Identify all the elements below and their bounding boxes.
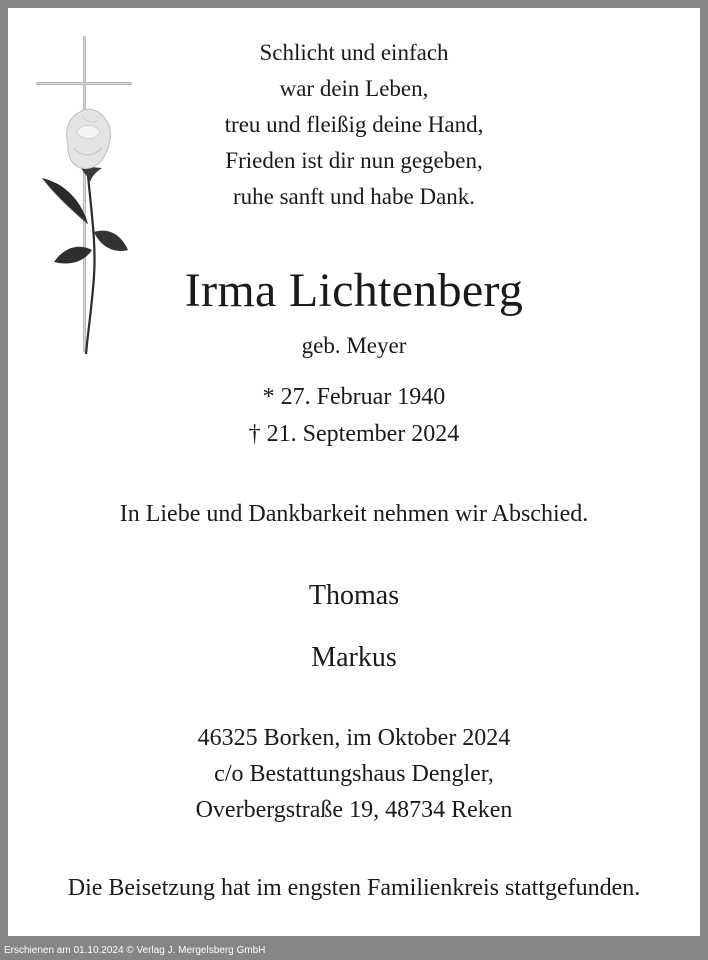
mourner-name: Markus (311, 642, 397, 673)
deceased-name: Irma Lichtenberg (184, 264, 524, 317)
obituary-card (8, 8, 700, 936)
address-line: Overbergstraße 19, 48734 Reken (195, 797, 513, 823)
poem (158, 35, 550, 215)
mourner-name: Thomas (308, 580, 400, 611)
publication-footer: Erschienen am 01.10.2024 © Verlag J. Mergelsberg GmbH (4, 945, 266, 956)
poem-line: ruhe sanft und habe Dank. (232, 184, 476, 209)
maiden-name: geb. Meyer (301, 333, 407, 358)
funeral-note: Die Beisetzung hat im engsten Familienkreis stattgefunden. (67, 875, 641, 901)
birth-date: * 27. Februar 1940 (262, 384, 446, 410)
poem-line: Schlicht und einfach (259, 40, 449, 65)
poem-line: war dein Leben, (279, 76, 429, 101)
farewell-text: In Liebe und Dankbarkeit nehmen wir Abschied. (119, 501, 589, 527)
address-line: 46325 Borken, im Oktober 2024 (197, 725, 511, 751)
address-line: c/o Bestattungshaus Dengler, (214, 761, 494, 787)
death-date: † 21. September 2024 (248, 421, 460, 447)
poem-line: treu und fleißig deine Hand, (224, 112, 484, 137)
poem-line: Frieden ist dir nun gegeben, (225, 148, 483, 173)
